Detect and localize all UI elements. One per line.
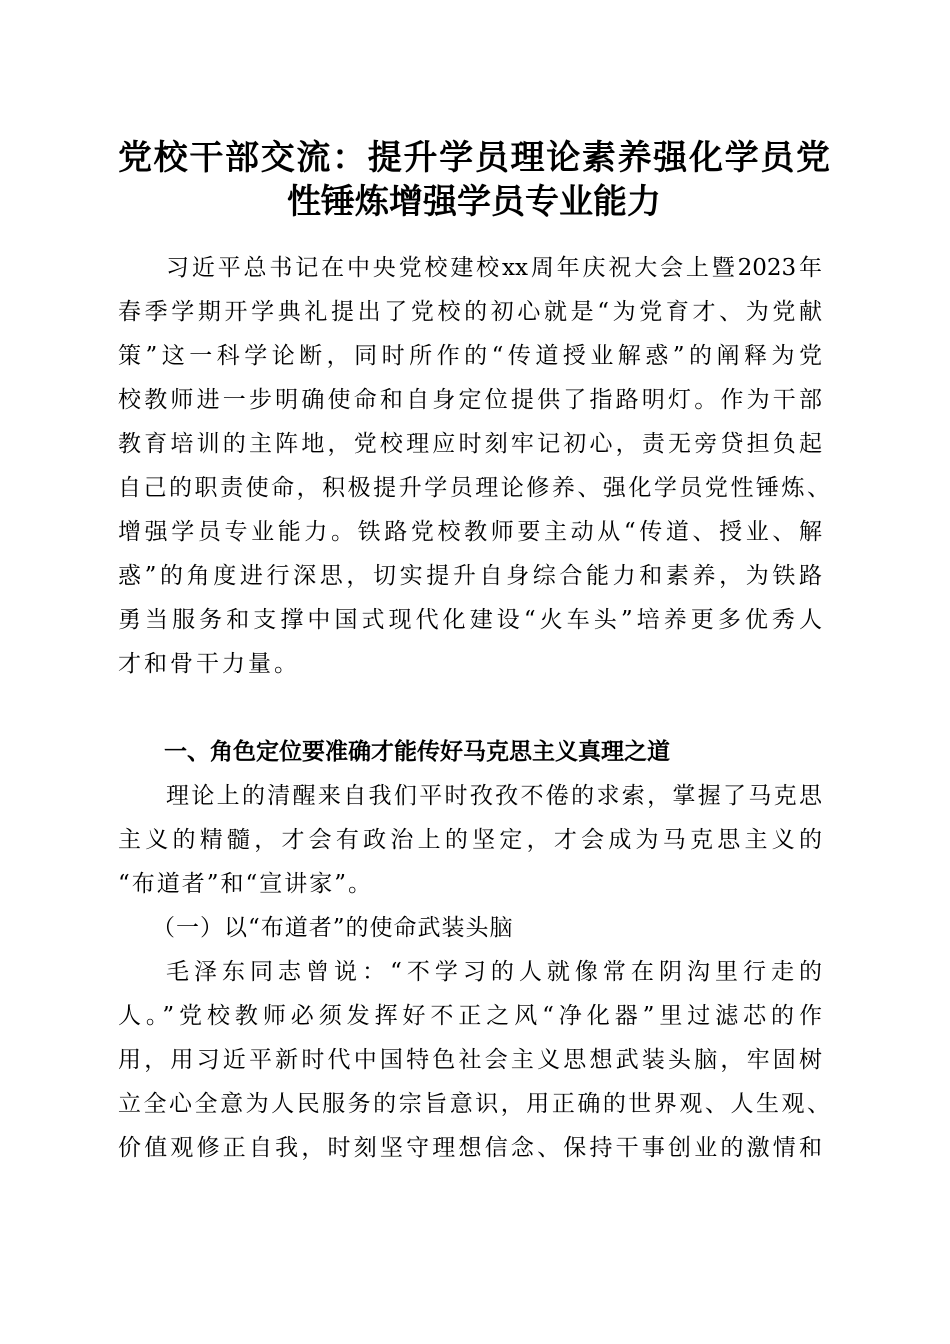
section-heading: 一、角色定位要准确才能传好马克思主义真理之道 [164, 738, 670, 765]
document-title-line-2: 性锤炼增强学员专业能力 [287, 182, 661, 222]
text-line: 增强学员专业能力。铁路党校教师要主动从“传道、授业、解 [118, 519, 822, 545]
text-line: 人。”党校教师必须发挥好不正之风“净化器”里过滤芯的作 [118, 1003, 822, 1029]
text-line: 立全心全意为人民服务的宗旨意识，用正确的世界观、人生观、 [118, 1091, 830, 1117]
text-line: 用，用习近平新时代中国特色社会主义思想武装头脑，牢固树 [118, 1047, 822, 1073]
text-line: 惑”的角度进行深思，切实提升自身综合能力和素养，为铁路 [118, 563, 822, 589]
text-line: 理论上的清醒来自我们平时孜孜不倦的求索，掌握了马克思 [166, 783, 822, 809]
text-line: 才和骨干力量。 [118, 651, 300, 677]
text-line: 毛泽东同志曾说：“不学习的人就像常在阴沟里行走的 [166, 959, 822, 985]
text-line: 价值观修正自我，时刻坚守理想信念、保持干事创业的激情和 [118, 1135, 822, 1161]
text-line: 教育培训的主阵地，党校理应时刻牢记初心，责无旁贷担负起 [118, 431, 822, 457]
text-line: 习近平总书记在中央党校建校xx周年庆祝大会上暨2023年 [166, 255, 822, 281]
text-line: 策”这一科学论断，同时所作的“传道授业解惑”的阐释为党 [118, 343, 822, 369]
document-title-line-1: 党校干部交流：提升学员理论素养强化学员党 [118, 138, 830, 178]
text-line: 自己的职责使命，积极提升学员理论修养、强化学员党性锤炼、 [118, 475, 830, 501]
text-line: 校教师进一步明确使命和自身定位提供了指路明灯。作为干部 [118, 387, 822, 413]
text-line: 勇当服务和支撑中国式现代化建设“火车头”培养更多优秀人 [118, 607, 822, 633]
text-line: “布道者”和“宣讲家”。 [118, 871, 374, 897]
text-line: 春季学期开学典礼提出了党校的初心就是“为党育才、为党献 [118, 299, 822, 325]
subsection-heading: （一）以“布道者”的使命武装头脑 [152, 915, 514, 941]
text-line: 主义的精髓，才会有政治上的坚定，才会成为马克思主义的 [118, 827, 822, 853]
